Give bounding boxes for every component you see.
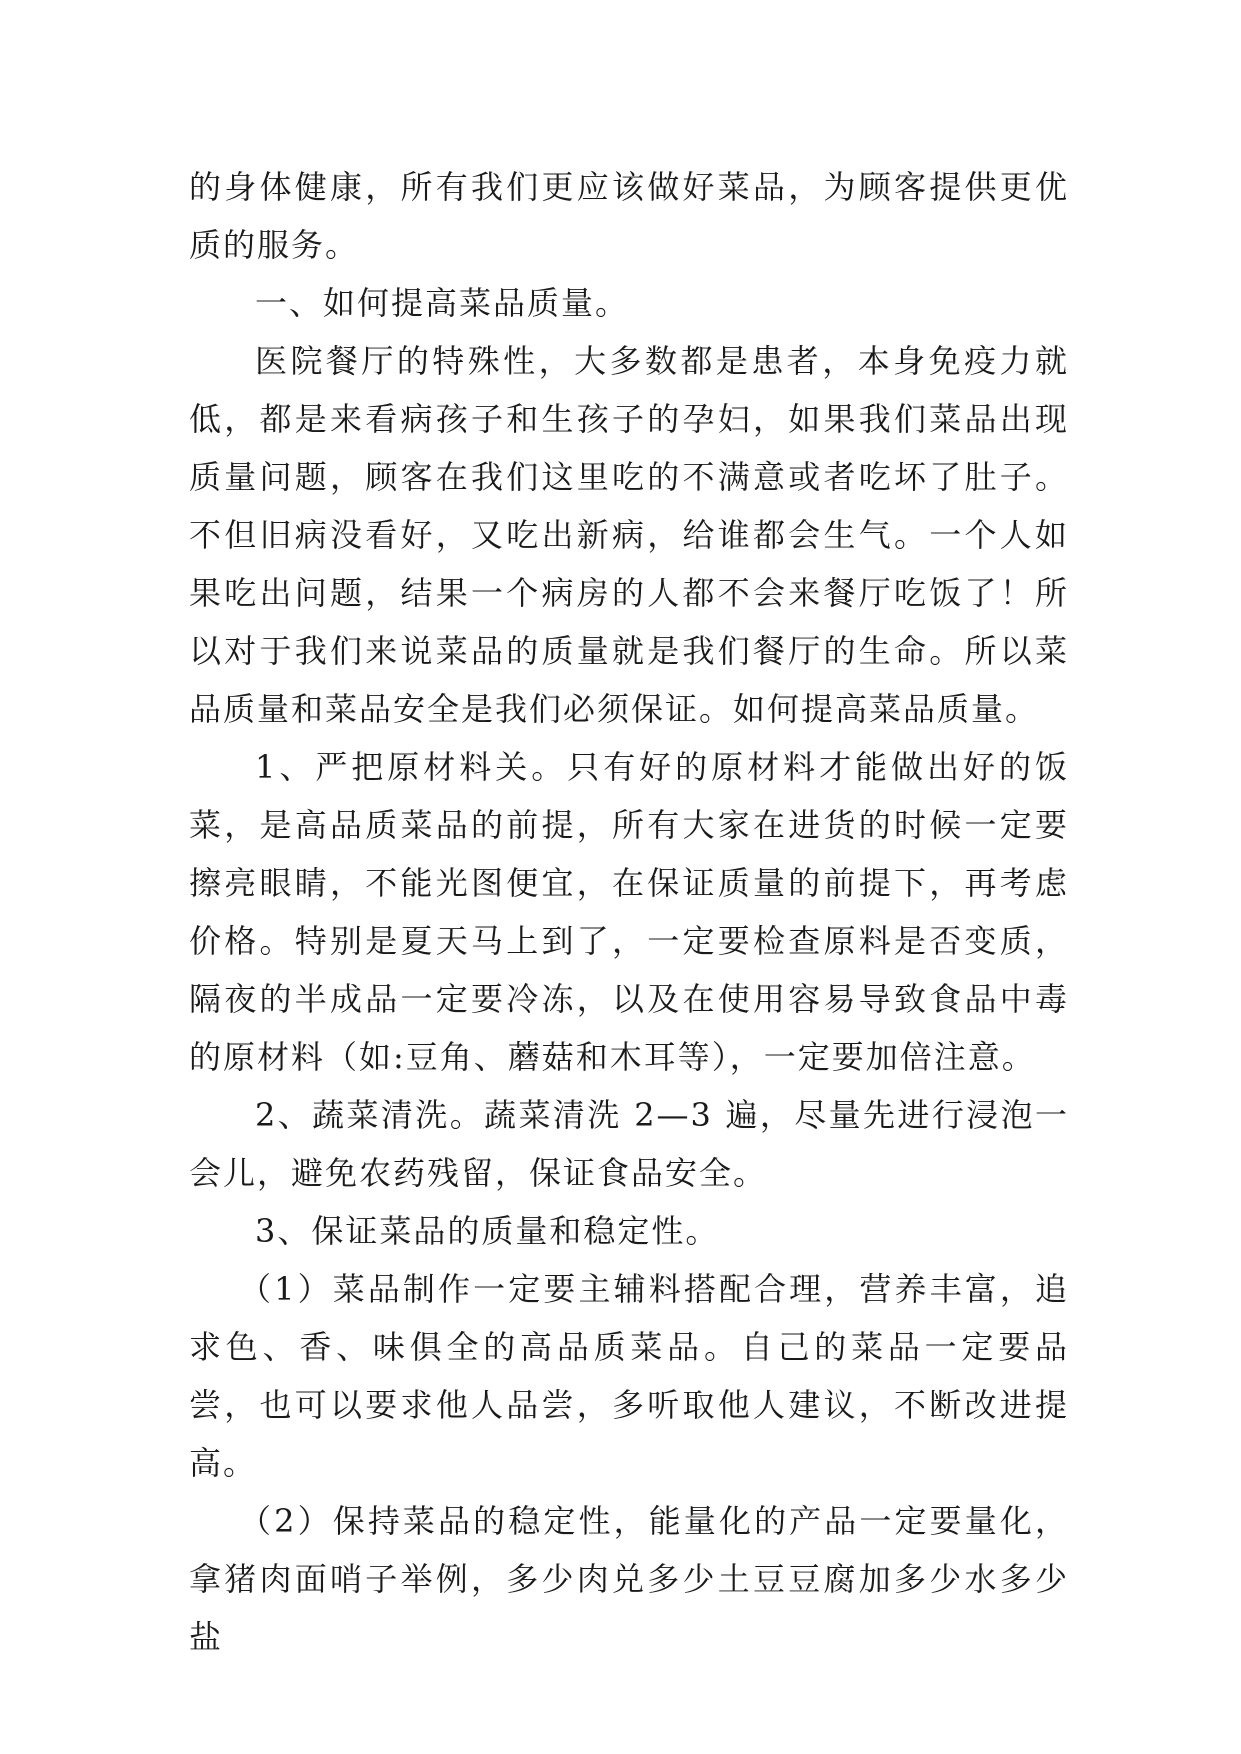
paragraph-quality-stability: 3、保证菜品的质量和稳定性。 — [255, 1212, 720, 1250]
paragraph-item-2: （2）保持菜品的稳定性，能量化的产品一定要量化，拿猪肉面哨子举例，多少肉兑多少土豆豆腐加多少水多少盐 — [189, 1502, 1069, 1656]
section-heading: 一、如何提高菜品质量。 — [255, 284, 630, 322]
paragraph-vegetable-washing: 2、蔬菜清洗。蔬菜清洗 2—3 遍，尽量先进行浸泡一会儿，避免农药残留，保证食品安全。 — [189, 1096, 1069, 1192]
paragraph-hospital-restaurant: 医院餐厅的特殊性，大多数都是患者，本身免疫力就低，都是来看病孩子和生孩子的孕妇，如果我们菜品出现质量问题，顾客在我们这里吃的不满意或者吃坏了肚子。不但旧病没看好，又吃出新病，给谁都会生气。一个人如果吃出问题，结果一个病房的人都不会来餐厅吃饭了！所以对于我们来说菜品的质量就是我们餐厅的生命。所以菜品质量和菜品安全是我们必须保证。如何提高菜品质量。 — [189, 342, 1069, 728]
document-body — [189, 158, 1069, 1666]
paragraph-continuation: 的身体健康，所有我们更应该做好菜品，为顾客提供更优质的服务。 — [189, 168, 1069, 264]
paragraph-raw-materials: 1、严把原材料关。只有好的原材料才能做出好的饭菜，是高品质菜品的前提，所有大家在进货的时候一定要擦亮眼睛，不能光图便宜，在保证质量的前提下，再考虑价格。特别是夏天马上到了，一定要检查原料是否变质，隔夜的半成品一定要冷冻，以及在使用容易导致食品中毒的原材料（如:豆角、蘑菇和木耳等），一定要加倍注意。 — [189, 748, 1069, 1076]
paragraph-item-1: （1）菜品制作一定要主辅料搭配合理，营养丰富，追求色、香、味俱全的高品质菜品。自己的菜品一定要品尝，也可以要求他人品尝，多听取他人建议，不断改进提高。 — [189, 1270, 1069, 1482]
